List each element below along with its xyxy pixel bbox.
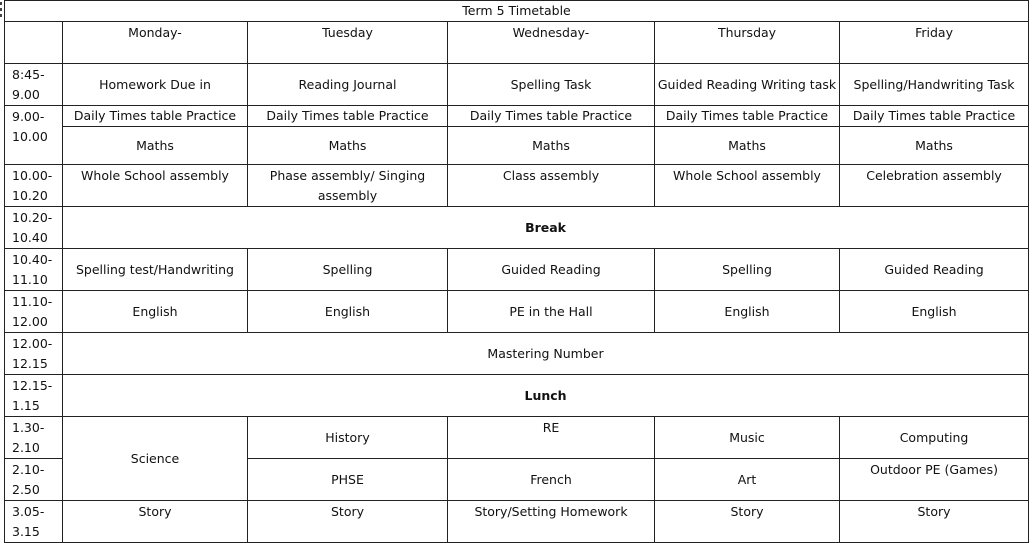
corner-cell [5,22,63,64]
lesson-cell: Daily Times table Practice [655,106,840,127]
lesson-cell: Art [655,459,840,501]
day-header: Monday- [63,22,248,64]
lesson-cell: History [248,417,448,459]
time-cell: 12.00- 12.15 [5,333,63,375]
lesson-cell: Guided Reading [448,249,655,291]
day-header: Wednesday- [448,22,655,64]
day-header: Tuesday [248,22,448,64]
lesson-cell: Music [655,417,840,459]
lesson-cell: Outdoor PE (Games) [840,459,1029,501]
lesson-cell: Story [248,501,448,543]
day-header: Friday [840,22,1029,64]
lesson-cell: Class assembly [448,165,655,207]
lesson-cell: English [655,291,840,333]
lesson-cell: Celebration assembly [840,165,1029,207]
lesson-cell: Reading Journal [248,64,448,106]
lesson-cell: Story [63,501,248,543]
lesson-cell: PE in the Hall [448,291,655,333]
lesson-cell: Phase assembly/ Singing assembly [248,165,448,207]
time-cell: 3.05- 3.15 [5,501,63,543]
timetable [4,0,1029,543]
lesson-cell: Daily Times table Practice [248,106,448,127]
day-header: Thursday [655,22,840,64]
time-cell: 8:45- 9.00 [5,64,63,106]
lesson-cell: Spelling Task [448,64,655,106]
time-cell: 10.40- 11.10 [5,249,63,291]
lesson-cell: Maths [63,127,248,165]
lesson-cell: Homework Due in [63,64,248,106]
lesson-cell: Whole School assembly [655,165,840,207]
time-cell: 2.10- 2.50 [5,459,63,501]
lesson-cell: Daily Times table Practice [63,106,248,127]
time-cell: 11.10- 12.00 [5,291,63,333]
lesson-cell: Story/Setting Homework [448,501,655,543]
lesson-cell: Spelling/Handwriting Task [840,64,1029,106]
lesson-cell: Maths [840,127,1029,165]
lesson-cell: Daily Times table Practice [840,106,1029,127]
lesson-cell: PHSE [248,459,448,501]
lesson-cell: Maths [655,127,840,165]
lesson-cell: Guided Reading [840,249,1029,291]
lesson-cell: Daily Times table Practice [448,106,655,127]
lesson-cell: Maths [248,127,448,165]
lesson-cell: French [448,459,655,501]
lesson-cell: English [248,291,448,333]
lesson-cell: Story [840,501,1029,543]
lesson-cell: Spelling test/Handwriting [63,249,248,291]
time-cell: 12.15- 1.15 [5,375,63,417]
time-cell: 10.20- 10.40 [5,207,63,249]
break-cell: Break [63,207,1029,249]
lesson-cell: Story [655,501,840,543]
timetable-title: Term 5 Timetable [5,1,1029,22]
lunch-cell: Lunch [63,375,1029,417]
lesson-cell: Guided Reading Writing task [655,64,840,106]
mastering-number-cell: Mastering Number [63,333,1029,375]
lesson-cell: Spelling [248,249,448,291]
time-cell: 1.30- 2.10 [5,417,63,459]
lesson-cell: RE [448,417,655,459]
lesson-cell: English [63,291,248,333]
lesson-cell: Computing [840,417,1029,459]
lesson-cell: Science [63,417,248,501]
lesson-cell: Spelling [655,249,840,291]
lesson-cell: English [840,291,1029,333]
lesson-cell: Whole School assembly [63,165,248,207]
time-cell: 9.00- 10.00 [5,106,63,165]
lesson-cell: Maths [448,127,655,165]
time-cell: 10.00- 10.20 [5,165,63,207]
